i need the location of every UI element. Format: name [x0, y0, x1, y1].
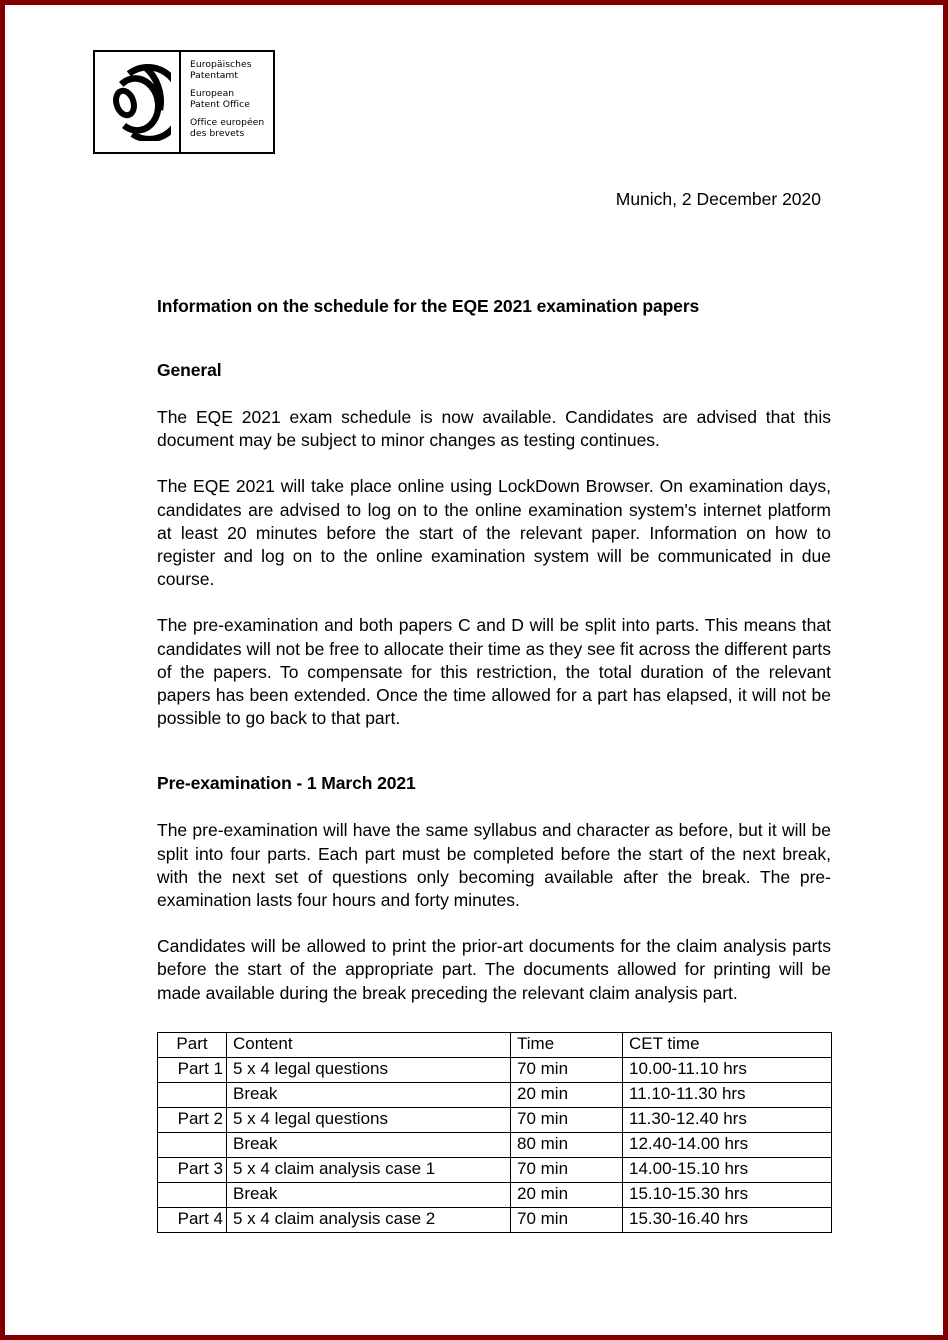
cell-part [158, 1182, 227, 1207]
paragraph-general-3: The pre-examination and both papers C and D will be split into parts. This means that candidates will not be free to allocate their time as they see fit across the different parts of the papers. To compensate for this restriction, the total duration of the relevant papers has been extended. Once the time allowed for a part has elapsed, it will not be possible to go back to that part. [157, 615, 831, 729]
cell-time: 70 min [511, 1157, 623, 1182]
paragraph-general-2: The EQE 2021 will take place online using LockDown Browser. On examination days, candidates are advised to log on to the online examination system's internet platform at least 20 minutes before the start of the relevant paper. Information on how to register and log on to the online examination system will be communicated in due course. [157, 476, 831, 590]
table-row [158, 1132, 832, 1157]
section-heading-general: General [157, 360, 222, 380]
cell-content: Break [227, 1132, 511, 1157]
epo-logo-de-line-1: Europäisches [190, 59, 252, 70]
dateline: Munich, 2 December 2020 [615, 189, 821, 209]
epo-logo-de-line-2: Patentamt [190, 70, 239, 82]
table-row [158, 1082, 832, 1107]
spacer [157, 452, 831, 475]
cell-part: Part 3 [158, 1157, 227, 1182]
spacer [157, 591, 831, 614]
cell-time: 20 min [511, 1182, 623, 1207]
column-header-content: Content [227, 1032, 511, 1057]
spacer [157, 912, 831, 935]
spacer [157, 795, 831, 819]
page-title: Information on the schedule for the EQE 2021 examination papers [157, 296, 700, 316]
paragraph-pre-exam-1: The pre-examination will have the same syllabus and character as before, but it will be split into four parts. Each part must be completed before the start of the next break, with the next set of questions only becoming available after the break. The pre-examination lasts four hours and forty minutes. [157, 820, 831, 911]
cell-content: 5 x 4 legal questions [227, 1057, 511, 1082]
spacer [157, 1005, 831, 1032]
cell-cet: 11.30-12.40 hrs [623, 1107, 832, 1132]
pre-examination-schedule-table [157, 1032, 832, 1233]
column-header-time: Time [511, 1032, 623, 1057]
cell-time: 80 min [511, 1132, 623, 1157]
cell-time: 70 min [511, 1207, 623, 1232]
cell-cet: 14.00-15.10 hrs [623, 1157, 832, 1182]
paragraph-general-1: The EQE 2021 exam schedule is now available. Candidates are advised that this document may be subject to minor changes as testing continues. [157, 407, 831, 451]
spacer [157, 730, 831, 772]
document-body [157, 295, 831, 1233]
cell-cet: 12.40-14.00 hrs [623, 1132, 832, 1157]
cell-content: Break [227, 1082, 511, 1107]
column-header-cet: CET time [623, 1032, 832, 1057]
cell-cet: 11.10-11.30 hrs [623, 1082, 832, 1107]
cell-part [158, 1132, 227, 1157]
cell-part: Part 2 [158, 1107, 227, 1132]
spacer [157, 382, 831, 406]
cell-content: 5 x 4 claim analysis case 1 [227, 1157, 511, 1182]
cell-part: Part 1 [158, 1057, 227, 1082]
table-row [158, 1057, 832, 1082]
epo-logo-fr-line-1: Office européen [190, 116, 265, 128]
table-row [158, 1182, 832, 1207]
cell-time: 70 min [511, 1057, 623, 1082]
cell-content: 5 x 4 legal questions [227, 1107, 511, 1132]
epo-logo-text-de [190, 59, 273, 82]
table-row [158, 1107, 832, 1132]
epo-logo-fr-line-2: des brevets [190, 128, 245, 140]
cell-cet: 10.00-11.10 hrs [623, 1057, 832, 1082]
cell-cet: 15.30-16.40 hrs [623, 1207, 832, 1232]
epo-logo-en-line-1: European [190, 87, 235, 99]
table-row [158, 1157, 832, 1182]
table-row [158, 1207, 832, 1232]
cell-content: Break [227, 1182, 511, 1207]
cell-part: Part 4 [158, 1207, 227, 1232]
epo-logo-text-fr [190, 117, 273, 140]
paragraph-pre-exam-2: Candidates will be allowed to print the prior-art documents for the claim analysis parts before the start of the appropriate part. The documents allowed for printing will be made available during the break preceding the relevant claim analysis part. [157, 936, 831, 1003]
cell-cet: 15.10-15.30 hrs [623, 1182, 832, 1207]
cell-content: 5 x 4 claim analysis case 2 [227, 1207, 511, 1232]
epo-logo-en-line-2: Patent Office [190, 99, 250, 111]
cell-part [158, 1082, 227, 1107]
epo-logo-text [181, 52, 273, 152]
cell-time: 70 min [511, 1107, 623, 1132]
column-header-part: Part [158, 1032, 227, 1057]
table-header-row [158, 1032, 832, 1057]
spacer [157, 318, 831, 359]
epo-logo-text-en [190, 88, 273, 111]
epo-logo-block [93, 50, 275, 154]
section-heading-pre-examination: Pre-examination - 1 March 2021 [157, 773, 416, 794]
page-inner [5, 5, 943, 1335]
epo-swirl-icon [95, 52, 181, 152]
cell-time: 20 min [511, 1082, 623, 1107]
